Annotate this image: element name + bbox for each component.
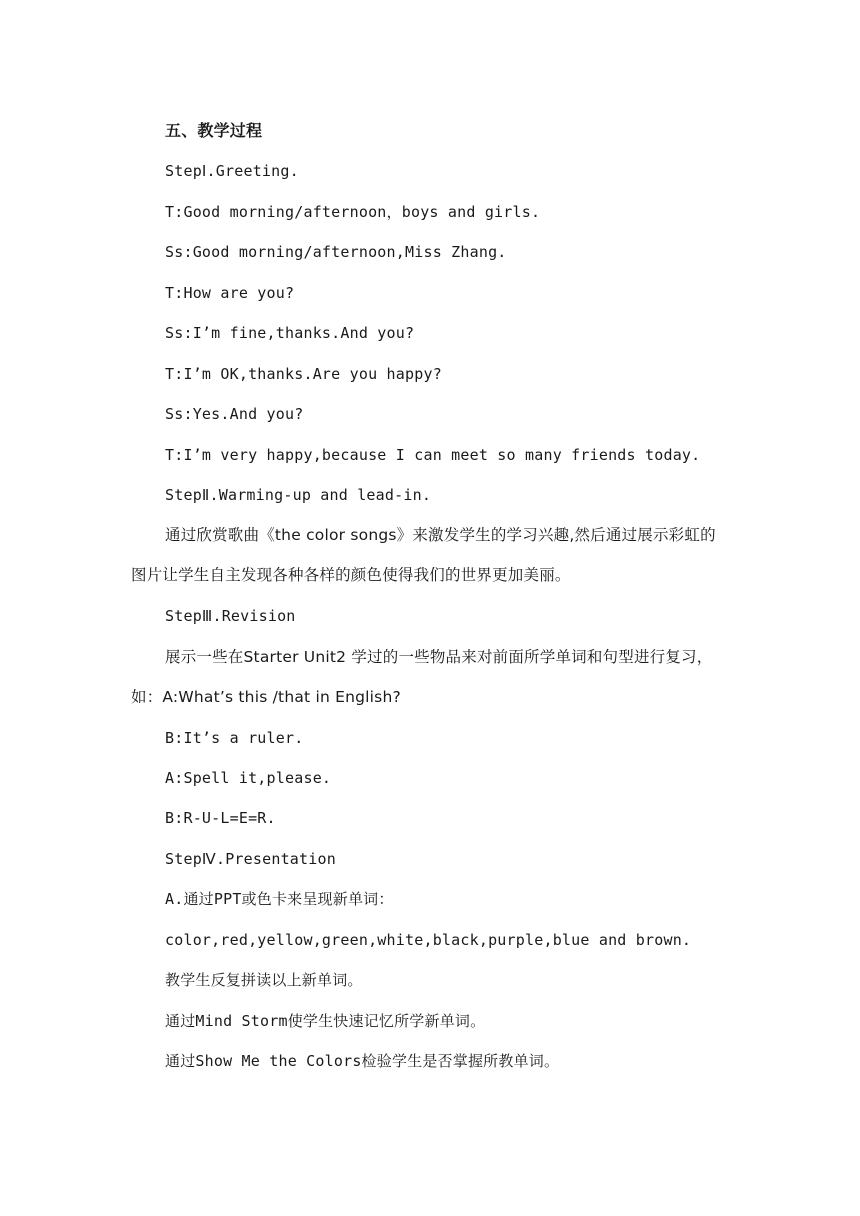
dialogue-line: Ss:Yes.And you? (165, 405, 304, 423)
section-title: 五、教学过程 (165, 121, 263, 140)
step2-title: StepⅡ.Warming-up and lead-in. (165, 486, 432, 504)
dialogue-line: B:It’s a ruler. (165, 729, 304, 747)
dialogue-line: T:How are you? (165, 284, 295, 302)
dialogue-line: T:I’m OK,thanks.Are you happy? (165, 365, 442, 383)
dialogue-line: T:Good morning/afternoon，boys and girls. (165, 203, 541, 221)
dialogue-line: Ss:I’m fine,thanks.And you? (165, 324, 415, 342)
dialogue-line: A:Spell it,please. (165, 769, 332, 787)
revision-paragraph: 展示一些在Starter Unit2 学过的一些物品来对前面所学单词和句型进行复习，如：A:What’s this /that in English? (131, 648, 713, 706)
dialogue-line: Ss:Good morning/afternoon,Miss Zhang. (165, 243, 507, 261)
step1-title: StepⅠ.Greeting. (165, 162, 299, 180)
presentation-line: 通过Show Me the Colors检验学生是否掌握所教单词。 (165, 1052, 560, 1070)
vocabulary-line: color,red,yellow,green,white,black,purple,blue and brown. (165, 931, 692, 949)
step3-title: StepⅢ.Revision (165, 607, 296, 625)
warmup-paragraph: 通过欣赏歌曲《the color songs》来激发学生的学习兴趣,然后通过展示彩虹的图片让学生自主发现各种各样的颜色使得我们的世界更加美丽。 (131, 526, 716, 584)
dialogue-line: T:I’m very happy,because I can meet so many friends today. (165, 446, 701, 464)
step4-title: StepⅣ.Presentation (165, 850, 336, 868)
presentation-line: 通过Mind Storm使学生快速记忆所学新单词。 (165, 1012, 486, 1030)
dialogue-line: B:R-U-L=E=R. (165, 809, 276, 827)
presentation-line: A.通过PPT或色卡来呈现新单词： (165, 890, 394, 908)
presentation-line: 教学生反复拼读以上新单词。 (165, 971, 363, 989)
